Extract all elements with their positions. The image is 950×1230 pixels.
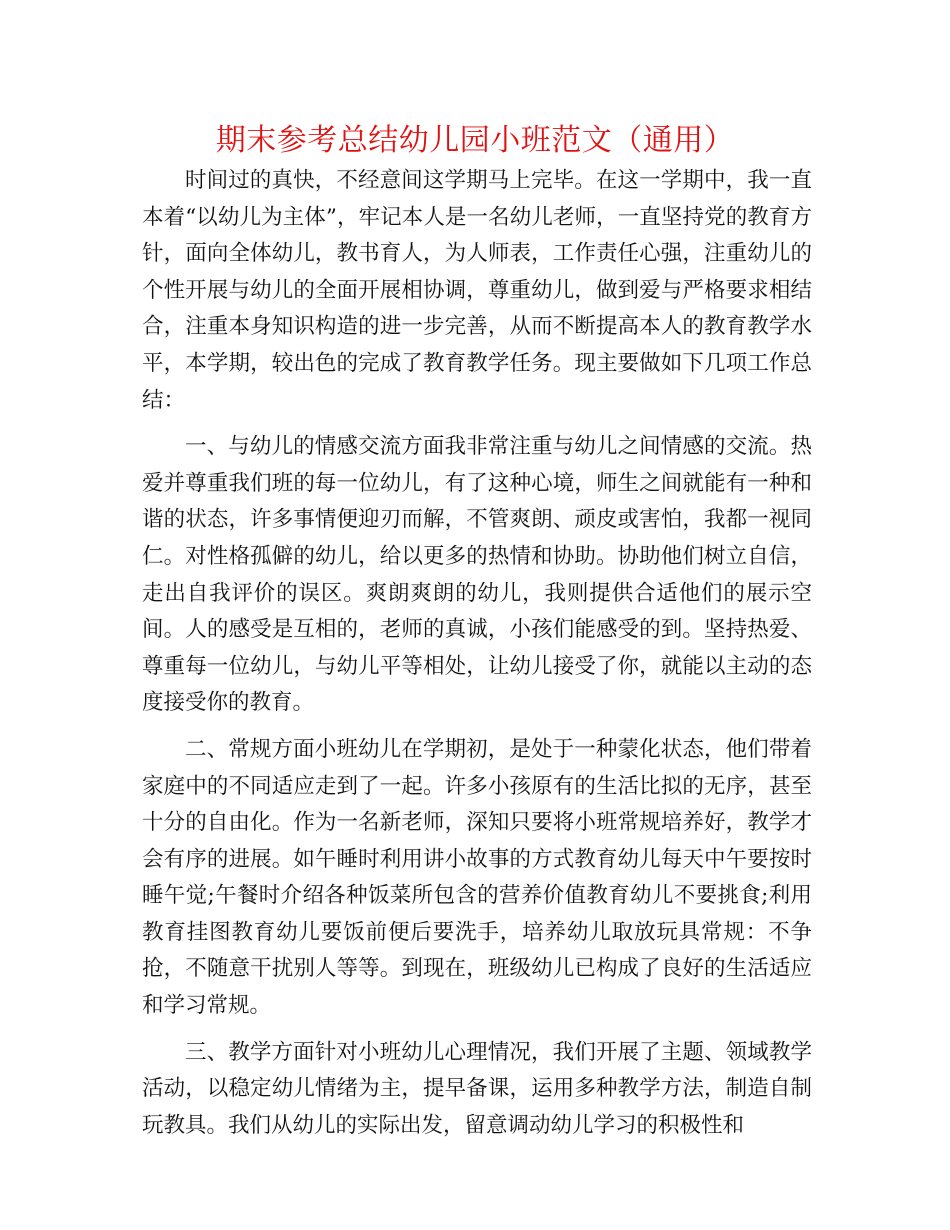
paragraph-emotional-communication: 一、与幼儿的情感交流方面我非常注重与幼儿之间情感的交流。热爱并尊重我们班的每一位幼儿，有了这种心境，师生之间就能有一种和谐的状态，许多事情便迎刃而解，不管爽朗、顽皮或害怕，我都一视同仁。对性格孤僻的幼儿，给以更多的热情和协助。协助他们树立自信，走出自我评价的误区。爽朗爽朗的幼儿，我则提供合适他们的展示空间。人的感受是互相的，老师的真诚，小孩们能感受的到。坚持热爱、尊重每一位幼儿，与幼儿平等相处，让幼儿接受了你，就能以主动的态度接受你的教育。 <box>142 434 812 716</box>
paragraph-teaching: 三、教学方面针对小班幼儿心理情况，我们开展了主题、领域教学活动，以稳定幼儿情绪为主，提早备课，运用多种教学方法，制造自制玩教具。我们从幼儿的实际出发，留意调动幼儿学习的积极性和 <box>142 1039 812 1138</box>
paragraph-routine: 二、常规方面小班幼儿在学期初，是处于一种蒙化状态，他们带着家庭中的不同适应走到了一起。许多小孩原有的生活比拟的无序，甚至十分的自由化。作为一名新老师，深知只要将小班常规培养好，教学才会有序的进展。如午睡时利用讲小故事的方式教育幼儿每天中午要按时睡午觉;午餐时介绍各种饭菜所包含的营养价值教育幼儿不要挑食;利用教育挂图教育幼儿要饭前便后要洗手，培养幼儿取放玩具常规：不争抢，不随意干扰别人等等。到现在，班级幼儿已构成了良好的生活适应和学习常规。 <box>142 736 812 1019</box>
document-body <box>142 163 812 1144</box>
document-title: 期末参考总结幼儿园小班范文（通用） <box>215 123 735 158</box>
paragraph-intro: 时间过的真快，不经意间这学期马上完毕。在这一学期中，我一直本着“以幼儿为主体”，牢记本人是一名幼儿老师，一直坚持党的教育方针，面向全体幼儿，教书育人，为人师表，工作责任心强，注重幼儿的个性开展与幼儿的全面开展相协调，尊重幼儿，做到爱与严格要求相结合，注重本身知识构造的进一步完善，从而不断提高本人的教育教学水平，本学期，较出色的完成了教育教学任务。现主要做如下几项工作总结： <box>142 168 812 413</box>
